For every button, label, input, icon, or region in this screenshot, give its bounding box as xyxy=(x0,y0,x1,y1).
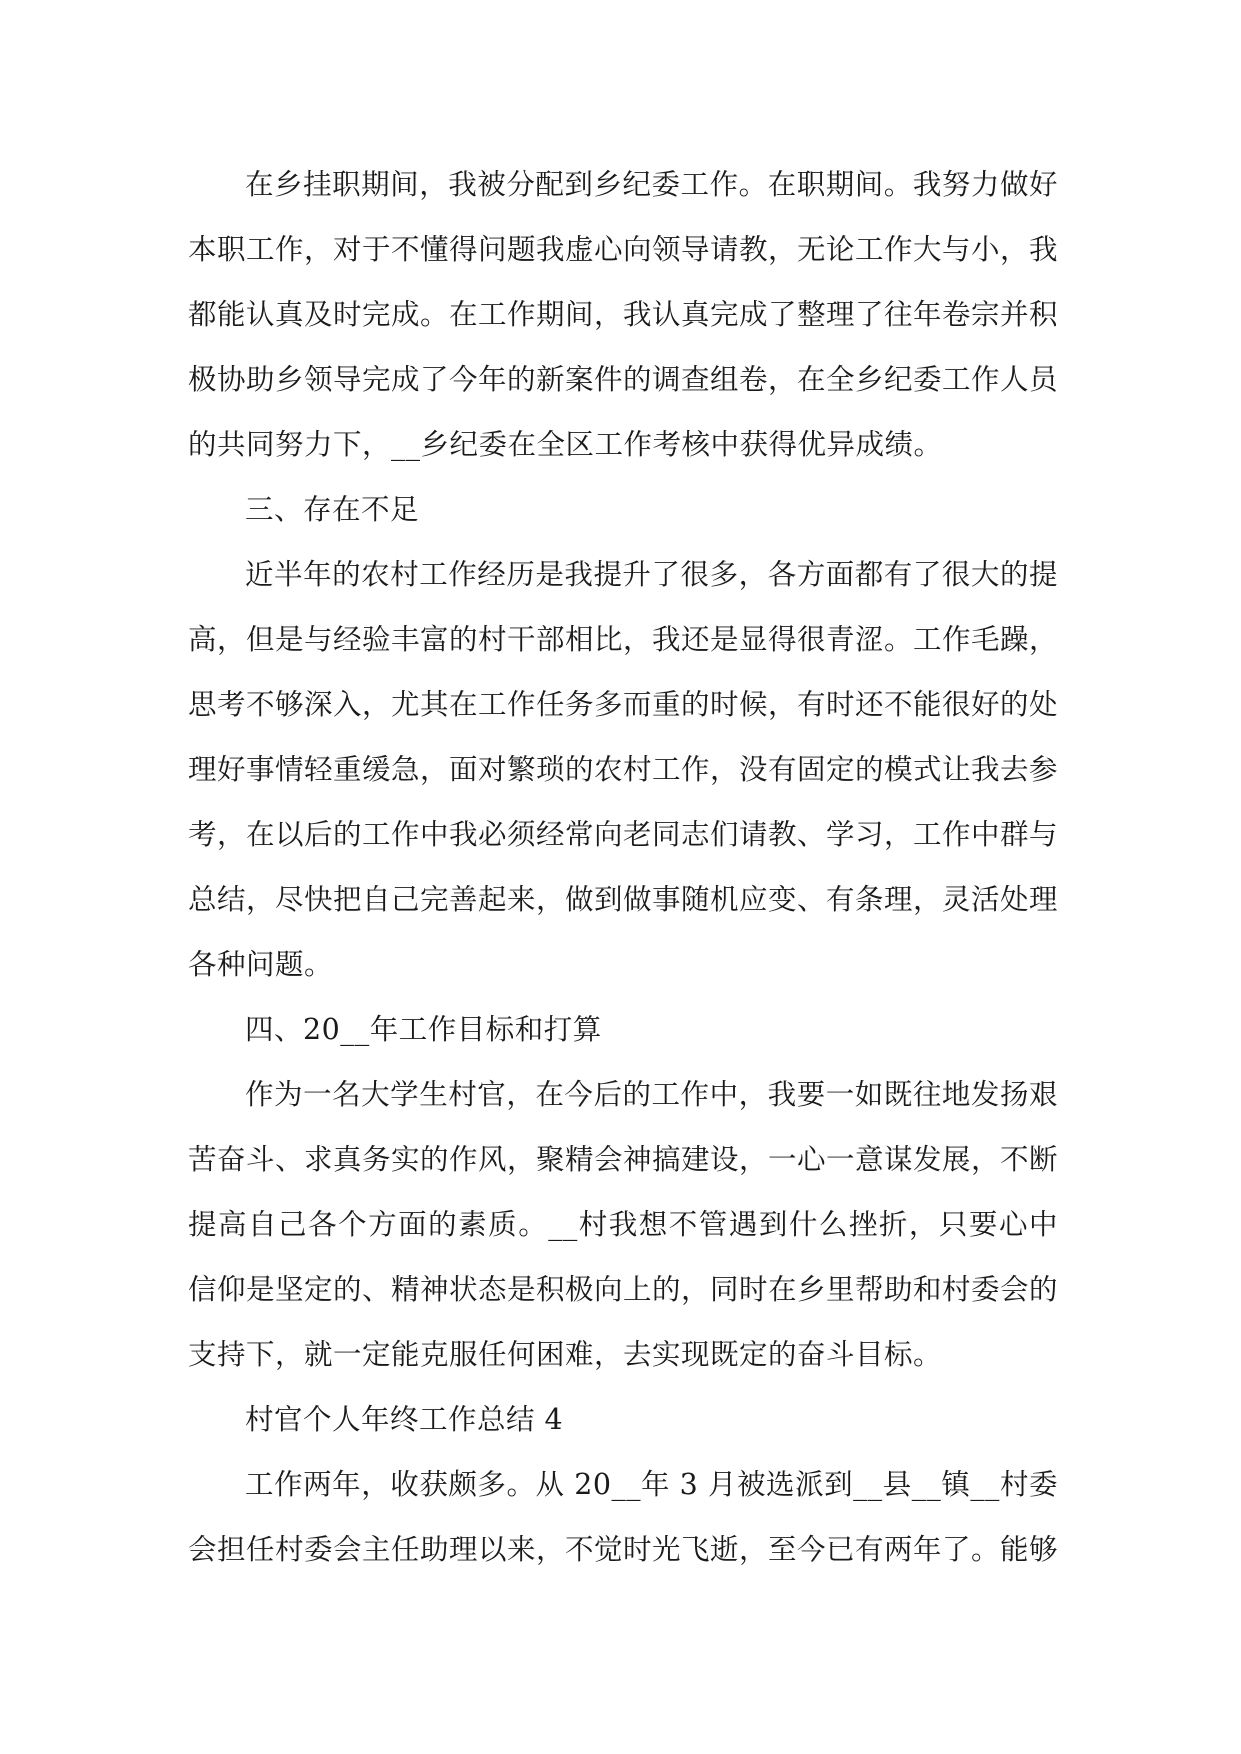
paragraph-shortcomings: 近半年的农村工作经历是我提升了很多，各方面都有了很大的提高，但是与经验丰富的村干部相比，我还是显得很青涩。工作毛躁，思考不够深入，尤其在工作任务多而重的时候，有时还不能很好的处理好事情轻重缓急，面对繁琐的农村工作，没有固定的模式让我去参考，在以后的工作中我必须经常向老同志们请教、学习，工作中群与总结，尽快把自己完善起来，做到做事随机应变、有条理，灵活处理各种问题。 xyxy=(188,558,1059,981)
heading-goals-and-plans: 四、20__年工作目标和打算 xyxy=(245,1013,602,1046)
paragraph-two-years-work: 工作两年，收获颇多。从 20__年 3 月被选派到__县__镇__村委会担任村委会主任助理以来，不觉时光飞逝，至今已有两年了。能够 xyxy=(188,1468,1059,1566)
heading-summary-4: 村官个人年终工作总结 4 xyxy=(245,1403,564,1436)
paragraph-goals-and-plans: 作为一名大学生村官，在今后的工作中，我要一如既往地发扬艰苦奋斗、求真务实的作风，聚精会神搞建设，一心一意谋发展，不断提高自己各个方面的素质。__村我想不管遇到什么挫折，只要心中信仰是坚定的、精神状态是积极向上的，同时在乡里帮助和村委会的支持下，就一定能克服任何困难，去实现既定的奋斗目标。 xyxy=(188,1078,1059,1371)
document-body xyxy=(188,152,1058,1582)
paragraph-duty-at-township-discipline-committee: 在乡挂职期间，我被分配到乡纪委工作。在职期间。我努力做好本职工作，对于不懂得问题我虚心向领导请教，无论工作大与小，我都能认真及时完成。在工作期间，我认真完成了整理了往年卷宗并积极协助乡领导完成了今年的新案件的调查组卷，在全乡纪委工作人员的共同努力下，__乡纪委在全区工作考核中获得优异成绩。 xyxy=(188,168,1059,461)
heading-shortcomings: 三、存在不足 xyxy=(245,493,420,526)
